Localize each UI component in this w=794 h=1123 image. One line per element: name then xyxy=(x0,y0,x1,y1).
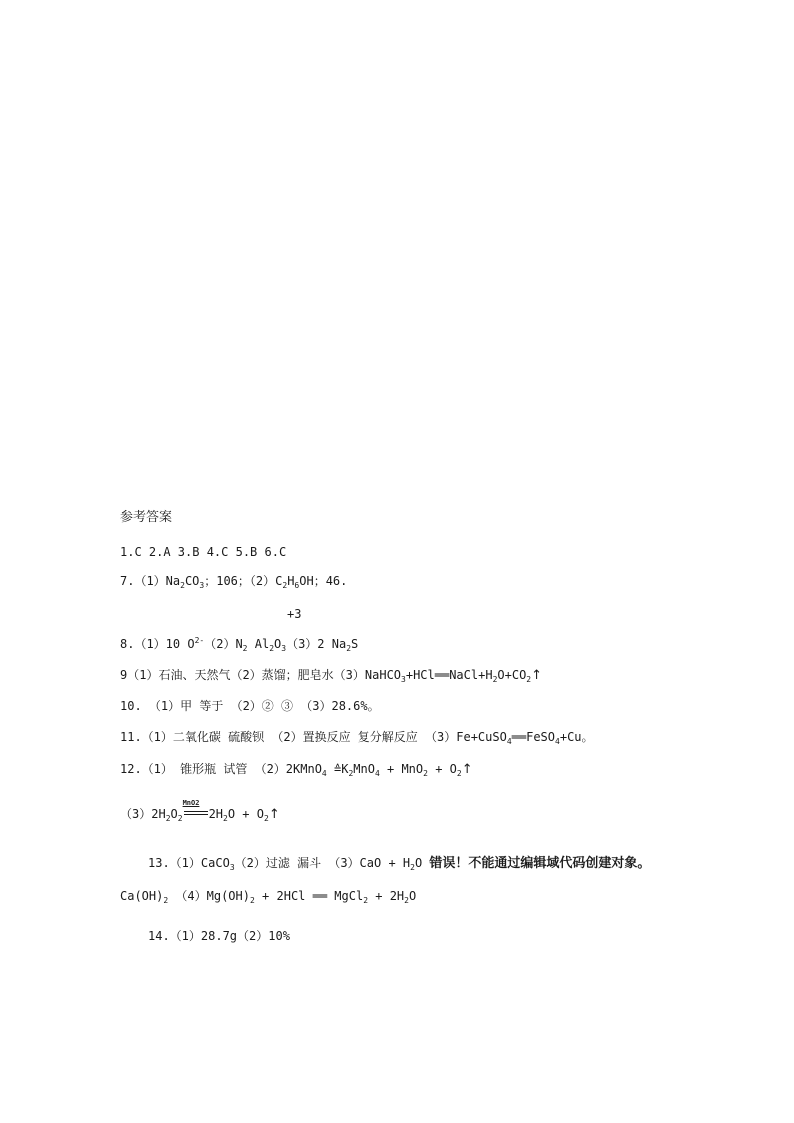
gas-arrow-icon: ↑ xyxy=(531,668,543,683)
answer-q7: $7.(1)Na_2CO_3$；106；$(2)C_2H_6OH$；46. xyxy=(120,574,348,590)
catalyst-equals-sign xyxy=(182,799,209,822)
answer-q1-6: 1.C 2.A 3.B 4.C 5.B 6.C xyxy=(120,545,287,559)
answer-q9: 9（1）石油、天然气（2）蒸馏；肥皂水$(3)NaHCO_3+HCl══NaCl+H_2O+CO_2↑$ xyxy=(120,668,543,684)
field-error-message: 错误！不能通过编辑域代码创建对象。 xyxy=(429,856,651,871)
answer-q10: 10. （1）甲 等于 （2）② ③ （3）28.6%。 xyxy=(120,699,380,713)
gas-arrow-icon: ↑ xyxy=(268,807,280,822)
catalyst-label: MnO2 xyxy=(182,799,200,807)
answer-q8: 8.（1）10 $O^{2-}(2)N_2$ $Al_2O_3(3)2$ $Na_2S$ xyxy=(120,636,359,653)
answer-q11: 11.（1）二氧化碳 硫酸钡 （2）置换反应 复分解反应 （3）Fe+CuSO$_4$══FeSO$_4$+Cu。 xyxy=(120,730,594,746)
answer-q14: 14.（1）28.7g（2）10% xyxy=(148,929,290,943)
answer-q13: 13.（1）CaCO$_3$（2）过滤 漏斗 $(3)CaO + H_2O$ 错误！不能通过编辑域代码创建对象。 xyxy=(148,856,651,872)
answer-q13-cont: $Ca(OH)_2$ $(4)Mg(OH)_2 + 2HCl$ ══ MgCl$_2$ + $2H_2O$ xyxy=(120,889,417,905)
valence-label: +3 xyxy=(287,607,302,621)
answer-q12-3: $(3)2H_2O_2$ MnO2 $2H_2O$ + $O_2↑$ xyxy=(120,806,280,823)
answer-q12: 12.（1） 锥形瓶 试管 （2）2KMnO$_4$ $≙K_2MnO_4 + MnO_2$ + $O_2↑$ xyxy=(120,762,473,778)
gas-arrow-icon: ↑ xyxy=(461,762,473,777)
answer-title: 参考答案 xyxy=(120,510,173,525)
